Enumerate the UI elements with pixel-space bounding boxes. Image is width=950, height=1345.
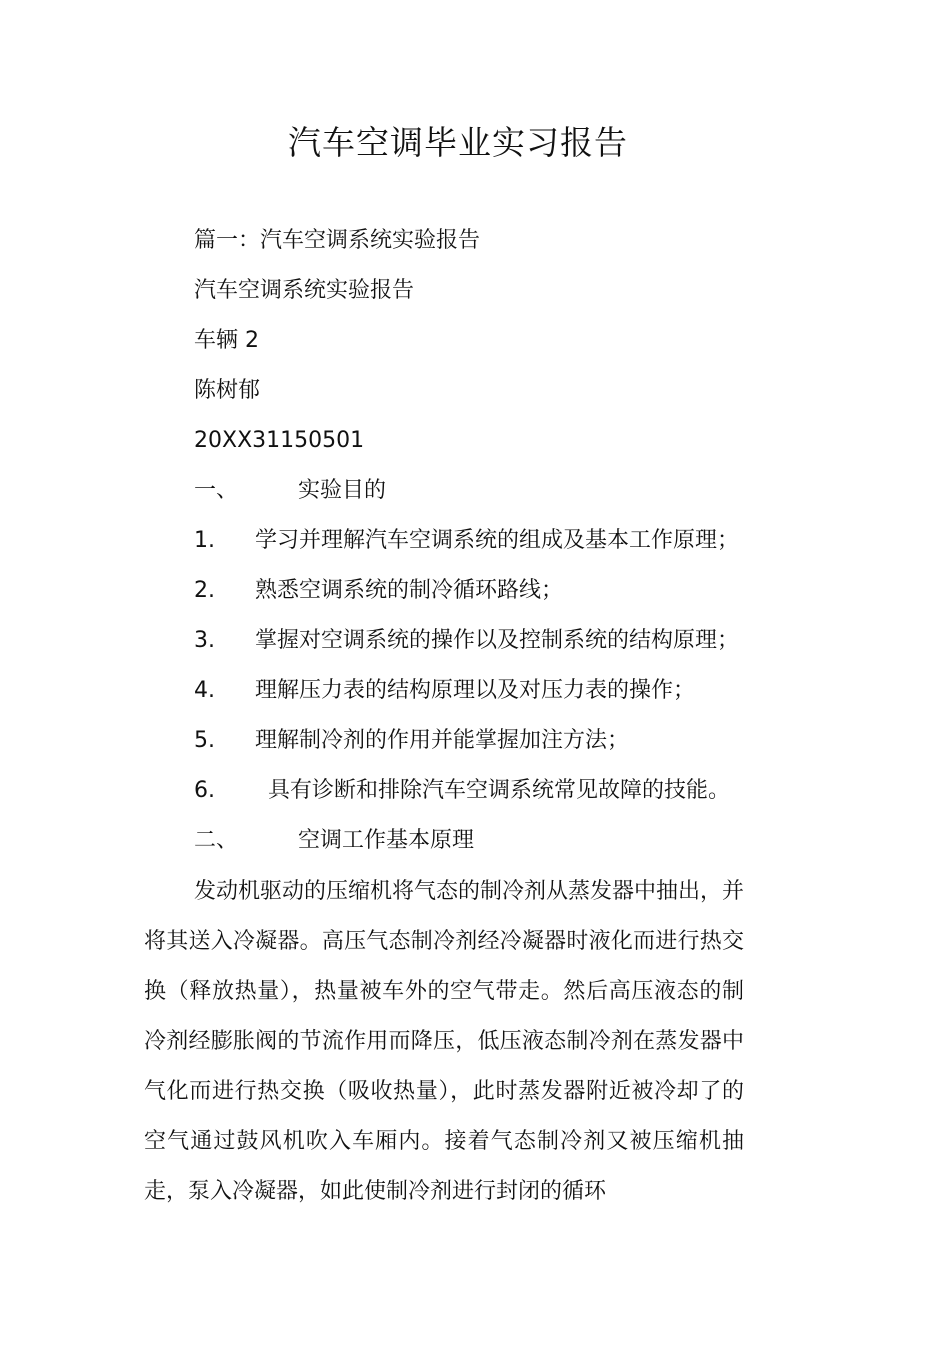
section-heading-objectives [194,476,386,506]
objective-number: 5. [194,728,215,753]
objective-text: 理解压力表的结构原理以及对压力表的操作； [255,678,696,703]
objective-text: 具有诊断和排除汽车空调系统常见故障的技能。 [268,778,731,803]
section-title: 空调工作基本原理 [298,828,475,853]
objective-number: 1. [194,528,215,553]
objective-number: 2. [194,578,215,603]
objective-item [194,676,695,706]
section-number: 二、 [194,828,239,853]
principle-paragraph: 发动机驱动的压缩机将气态的制冷剂从蒸发器中抽出，并将其送入冷凝器。高压气态制冷剂经冷凝器时液化而进行热交换（释放热量），热量被车外的空气带走。然后高压液态的制冷剂经膨胀阀的节流作用而降压，低压液态制冷剂在蒸发器中气化而进行热交换（吸收热量），此时蒸发器附近被冷却了的空气通过鼓风机吹入车厢内。接着气态制冷剂又被压缩机抽走，泵入冷凝器，如此使制冷剂进行封闭的循环 [144,879,745,1204]
section-title: 实验目的 [298,478,387,503]
objective-number: 3. [194,628,215,653]
objective-item [194,526,739,556]
objective-number: 6. [194,778,215,803]
objective-text: 掌握对空调系统的操作以及控制系统的结构原理； [255,628,740,653]
objective-number: 4. [194,678,215,703]
objective-text: 理解制冷剂的作用并能掌握加注方法； [255,728,630,753]
student-id: 20XX31150501 [194,428,365,453]
objective-text: 熟悉空调系统的制冷循环路线； [255,578,564,603]
document-title: 汽车空调毕业实习报告 [288,123,628,162]
objective-item [194,576,563,606]
objective-item [194,726,629,756]
objective-item [194,626,739,656]
author-name: 陈树郁 [194,378,261,403]
class-name: 车辆 2 [194,328,259,353]
section-heading-principle [194,826,474,856]
objective-text: 学习并理解汽车空调系统的组成及基本工作原理； [255,528,740,553]
report-title: 汽车空调系统实验报告 [194,278,415,303]
part-heading: 篇一：汽车空调系统实验报告 [194,228,481,253]
objective-item [194,776,730,806]
section-number: 一、 [194,478,239,503]
